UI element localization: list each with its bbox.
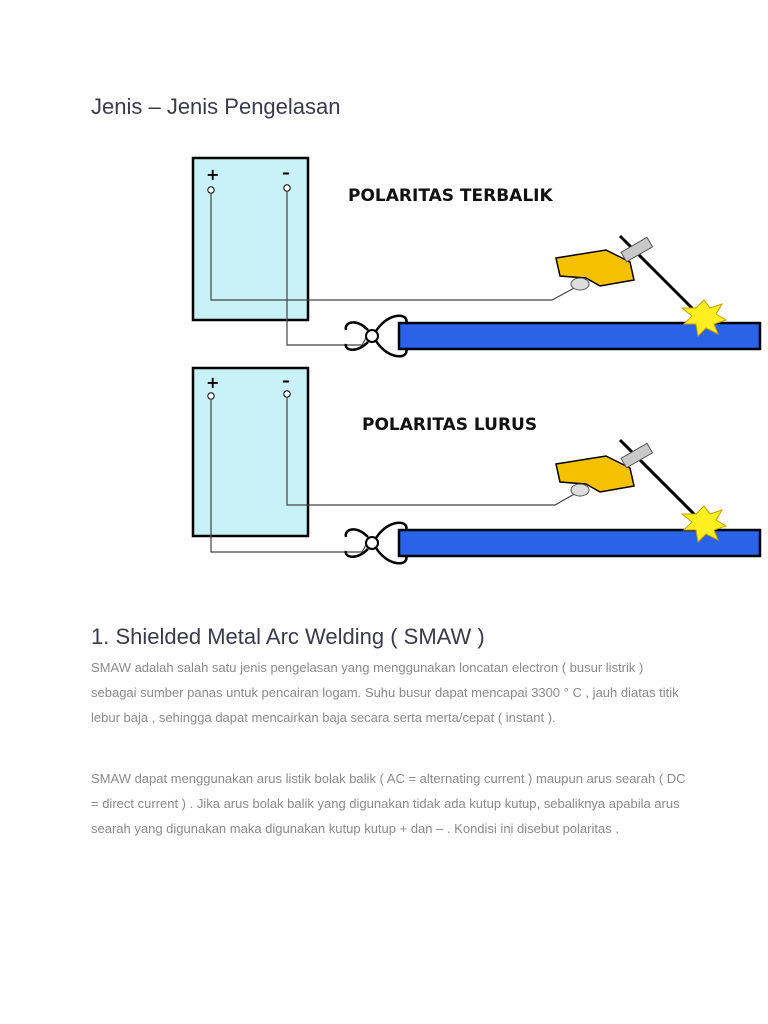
plus-terminal-sign: +	[206, 165, 220, 184]
diagram-straight-polarity	[193, 368, 760, 563]
minus-terminal-sign: –	[282, 371, 290, 390]
minus-terminal-icon	[284, 185, 290, 191]
polarity-diagram	[0, 150, 768, 590]
electrode-holder-icon	[556, 236, 700, 316]
paragraph-smaw-definition: SMAW adalah salah satu jenis pengelasan yang menggunakan loncatan electron ( busur listrik ) sebagai sumber panas untuk pencairan logam. Suhu busur dapat mencapai 3300 ° C , jauh diatas titik lebur baja , sehingga dapat mencairkan baja secara serta merta/cepat ( instant ).	[91, 660, 679, 725]
plus-terminal-icon	[208, 393, 214, 399]
straight-polarity-label: POLARITAS LURUS	[362, 415, 538, 435]
minus-terminal-icon	[284, 391, 290, 397]
electrode-holder-icon	[556, 440, 700, 520]
page-title: Jenis – Jenis Pengelasan	[91, 94, 341, 119]
diagram-reverse-polarity	[193, 158, 760, 356]
ground-clamp-icon	[346, 316, 407, 357]
minus-terminal-sign: –	[282, 163, 290, 182]
section-heading: 1. Shielded Metal Arc Welding ( SMAW )	[91, 624, 485, 649]
plus-terminal-icon	[208, 187, 214, 193]
electrode-cable	[287, 397, 578, 505]
reverse-polarity-label: POLARITAS TERBALIK	[348, 186, 553, 206]
plus-terminal-sign: +	[206, 373, 220, 392]
ground-clamp-icon	[346, 523, 407, 564]
paragraph-smaw-current: SMAW dapat menggunakan arus listik bolak balik ( AC = alternating current ) maupun arus searah ( DC = direct current ) . Jika arus bolak balik yang digunakan tidak ada kutup kutup, sebaliknya apabila arus searah yang digunakan maka digunakan kutup kutup + dan – . Kondisi ini disebut polaritas .	[91, 771, 686, 836]
